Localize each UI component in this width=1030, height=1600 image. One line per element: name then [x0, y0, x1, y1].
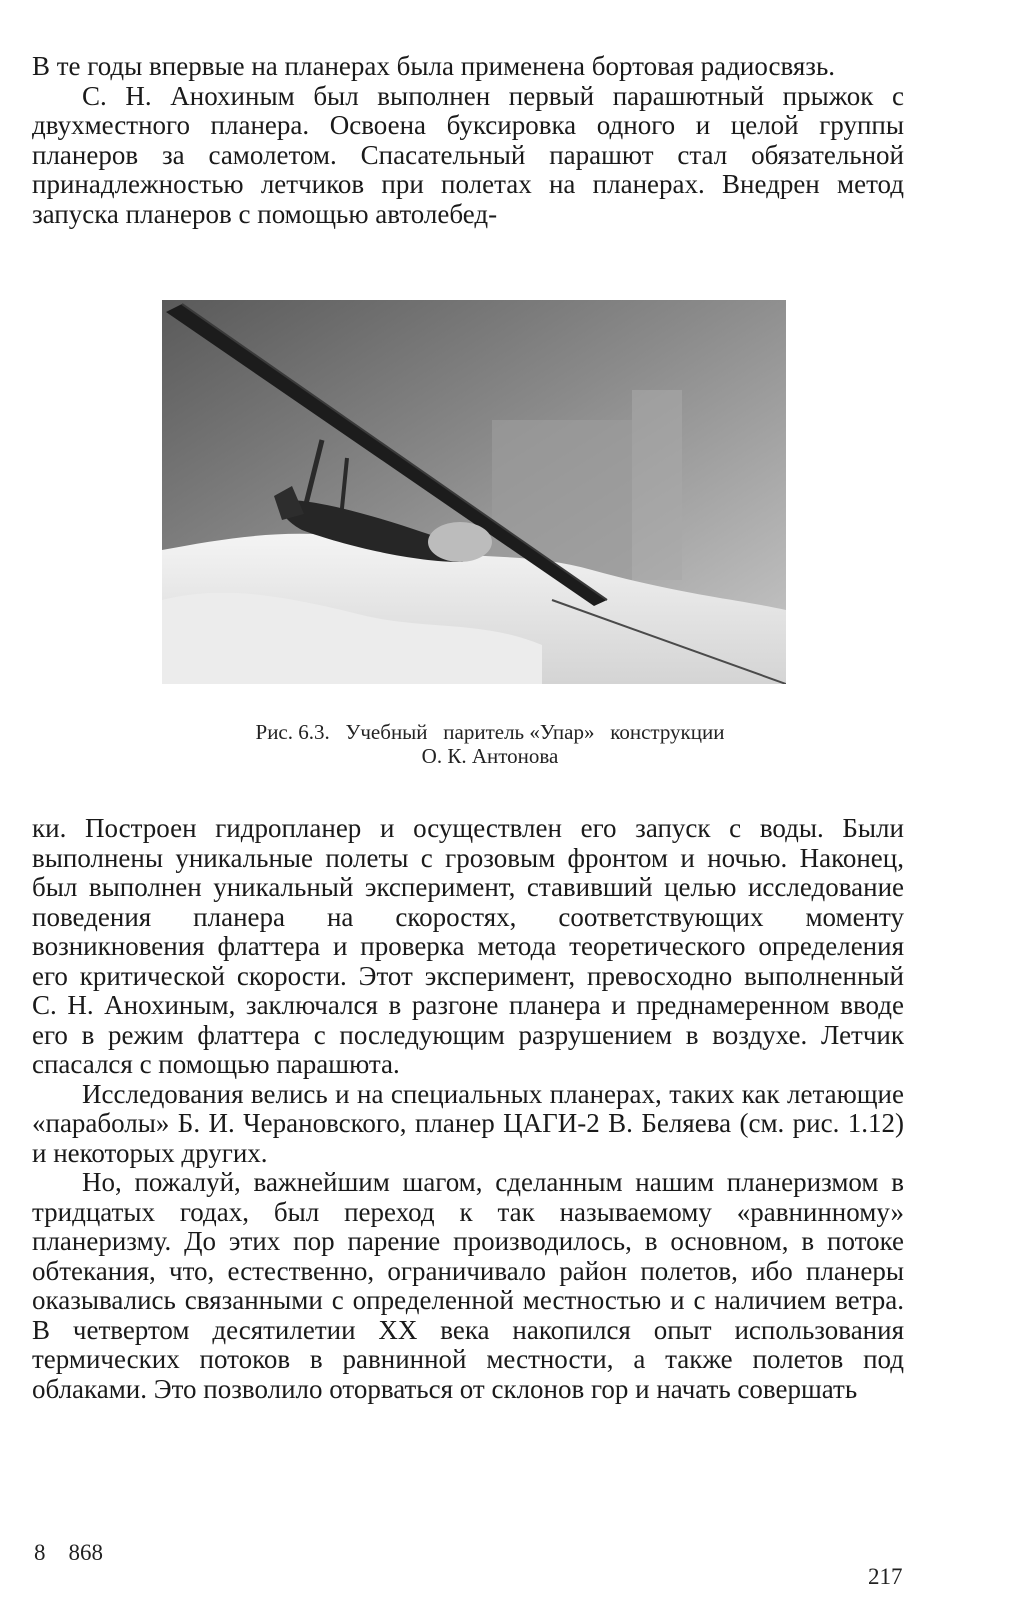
figure-caption-line2: О. К. Антонова: [421, 744, 559, 768]
paragraph: В те годы впервые на планерах была применена бортовая радиосвязь.: [32, 51, 836, 81]
paragraph: Но, пожалуй, важнейшим шагом, сделанным нашим планеризмом в тридцатых годах, был переход к так называемому «равнинному» планеризму. До этих пор парение производилось, в основном, в потоке обтекания, что, естественно, ограничивало район полетов, ибо планеры оказывались связанными с определенной местностью и с наличием ветра. В четвертом десятилетии XX века накопился опыт использования термических потоков в равнинной местности, а также полетов под облаками. Это позволило оторваться от склонов гор и начать совершать: [32, 1167, 904, 1404]
text-block-top: [32, 52, 904, 229]
page-number: 217: [868, 1564, 903, 1589]
figure-caption-line1: Рис. 6.3. Учебный паритель «Упар» конструкции: [255, 720, 725, 744]
glider-photo: [162, 300, 786, 684]
paragraph: С. Н. Анохиным был выполнен первый парашютный прыжок с двухместного планера. Освоена буксировка одного и целой группы планеров за самолетом. Спасательный парашют стал обязательной принадлежностью летчиков при полетах на планерах. Внедрен метод запуска планеров с помощью автолебед-: [32, 80, 904, 229]
printer-signature: 8 868: [34, 1540, 103, 1565]
paragraph: Исследования велись и на специальных планерах, таких как летающие «параболы» Б. И. Черановского, планер ЦАГИ-2 В. Беляева (см. рис. 1.12) и некоторых других.: [32, 1078, 904, 1168]
paragraph: ки. Построен гидропланер и осуществлен его запуск с воды. Были выполнены уникальные полеты с грозовым фронтом и ночью. Наконец, был выполнен уникальный эксперимент, ставивший целью исследование поведения планера на скоростях, соответствующих моменту возникновения флаттера и проверка метода теоретического определения его критической скорости. Этот эксперимент, превосходно выполненный С. Н. Анохиным, заключался в разгоне планера и преднамеренном вводе его в режим флаттера с последующим разрушением в воздухе. Летчик спасался с помощью парашюта.: [32, 813, 904, 1079]
text-block-bottom: [32, 814, 904, 1404]
figure-caption: [130, 720, 850, 768]
glider-photo-illustration: [162, 300, 786, 684]
